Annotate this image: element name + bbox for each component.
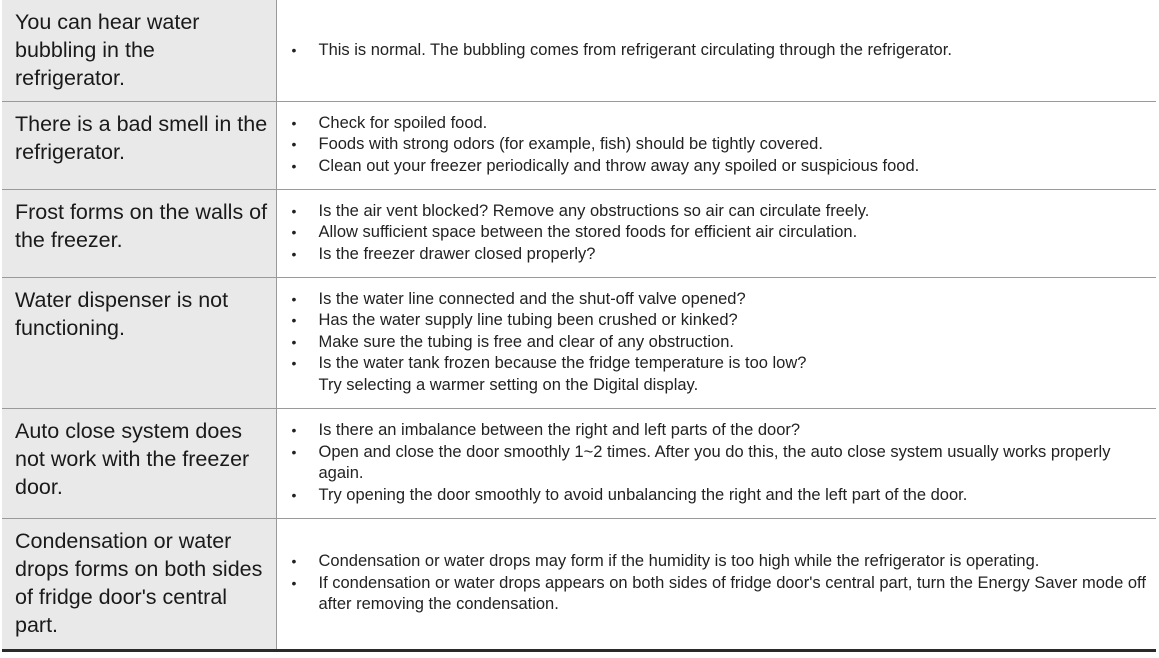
troubleshooting-table: [2, 0, 1156, 652]
solution-item: • Allow sufficient space between the stored foods for efficient air circulation.: [292, 222, 1147, 244]
solution-continuation: Try selecting a warmer setting on the Digital display.: [318, 375, 699, 394]
problem-text: Water dispenser is not functioning.: [15, 287, 229, 340]
solution-item: • Try opening the door smoothly to avoid unbalancing the right and the left part of the door.: [292, 485, 1147, 507]
solution-item: • Check for spoiled food.: [292, 113, 1147, 135]
table-row: [2, 189, 1156, 277]
solution-item: • Is the water line connected and the shut-off valve opened?: [292, 289, 1147, 311]
solution-cell: [276, 277, 1156, 408]
problem-text: Condensation or water drops forms on both sides of fridge door's central part.: [15, 528, 263, 637]
problem-text: You can hear water bubbling in the refrigerator.: [15, 10, 200, 90]
solution-item: • Is there an imbalance between the right and left parts of the door?: [292, 420, 1147, 442]
problem-text: Frost forms on the walls of the freezer.: [15, 199, 268, 252]
problem-cell: [2, 189, 276, 277]
solution-item: • If condensation or water drops appears on both sides of fridge door's central part, turn the Energy Saver mode off after removing the condensation.: [292, 573, 1147, 616]
solution-item: • Is the freezer drawer closed properly?: [292, 244, 1147, 266]
solution-list: [292, 420, 1147, 506]
solution-cell: [276, 518, 1156, 650]
solution-item: • Foods with strong odors (for example, fish) should be tightly covered.: [292, 134, 1147, 156]
solution-cell: [276, 408, 1156, 518]
problem-cell: [2, 277, 276, 408]
problem-text: There is a bad smell in the refrigerator.: [15, 111, 268, 164]
solution-item: • Is the air vent blocked? Remove any obstructions so air can circulate freely.: [292, 201, 1147, 223]
problem-cell: [2, 101, 276, 189]
solution-item: • Make sure the tubing is free and clear of any obstruction.: [292, 332, 1147, 354]
table-row: [2, 101, 1156, 189]
solution-list: [292, 289, 1147, 375]
table-row: [2, 0, 1156, 101]
problem-text: Auto close system does not work with the freezer door.: [15, 418, 250, 499]
solution-list: [292, 40, 1147, 62]
solution-item: • Condensation or water drops may form if the humidity is too high while the refrigerator is operating.: [292, 551, 1147, 573]
solution-cell: [276, 0, 1156, 101]
solution-cell: [276, 189, 1156, 277]
solution-cell: [276, 101, 1156, 189]
table-row: [2, 277, 1156, 408]
solution-item: • This is normal. The bubbling comes from refrigerant circulating through the refrigerator.: [292, 40, 1147, 62]
solution-item: • Has the water supply line tubing been crushed or kinked?: [292, 310, 1147, 332]
problem-cell: [2, 518, 276, 650]
solution-list: [292, 113, 1147, 178]
solution-list: [292, 551, 1147, 616]
solution-item: • Clean out your freezer periodically and throw away any spoiled or suspicious food.: [292, 156, 1147, 178]
table-row: [2, 518, 1156, 650]
problem-cell: [2, 0, 276, 101]
solution-item: • Open and close the door smoothly 1~2 times. After you do this, the auto close system usually works properly again.: [292, 442, 1147, 485]
solution-list: [292, 201, 1147, 266]
solution-item: • Is the water tank frozen because the fridge temperature is too low?: [292, 353, 1147, 375]
problem-cell: [2, 408, 276, 518]
table-row: [2, 408, 1156, 518]
